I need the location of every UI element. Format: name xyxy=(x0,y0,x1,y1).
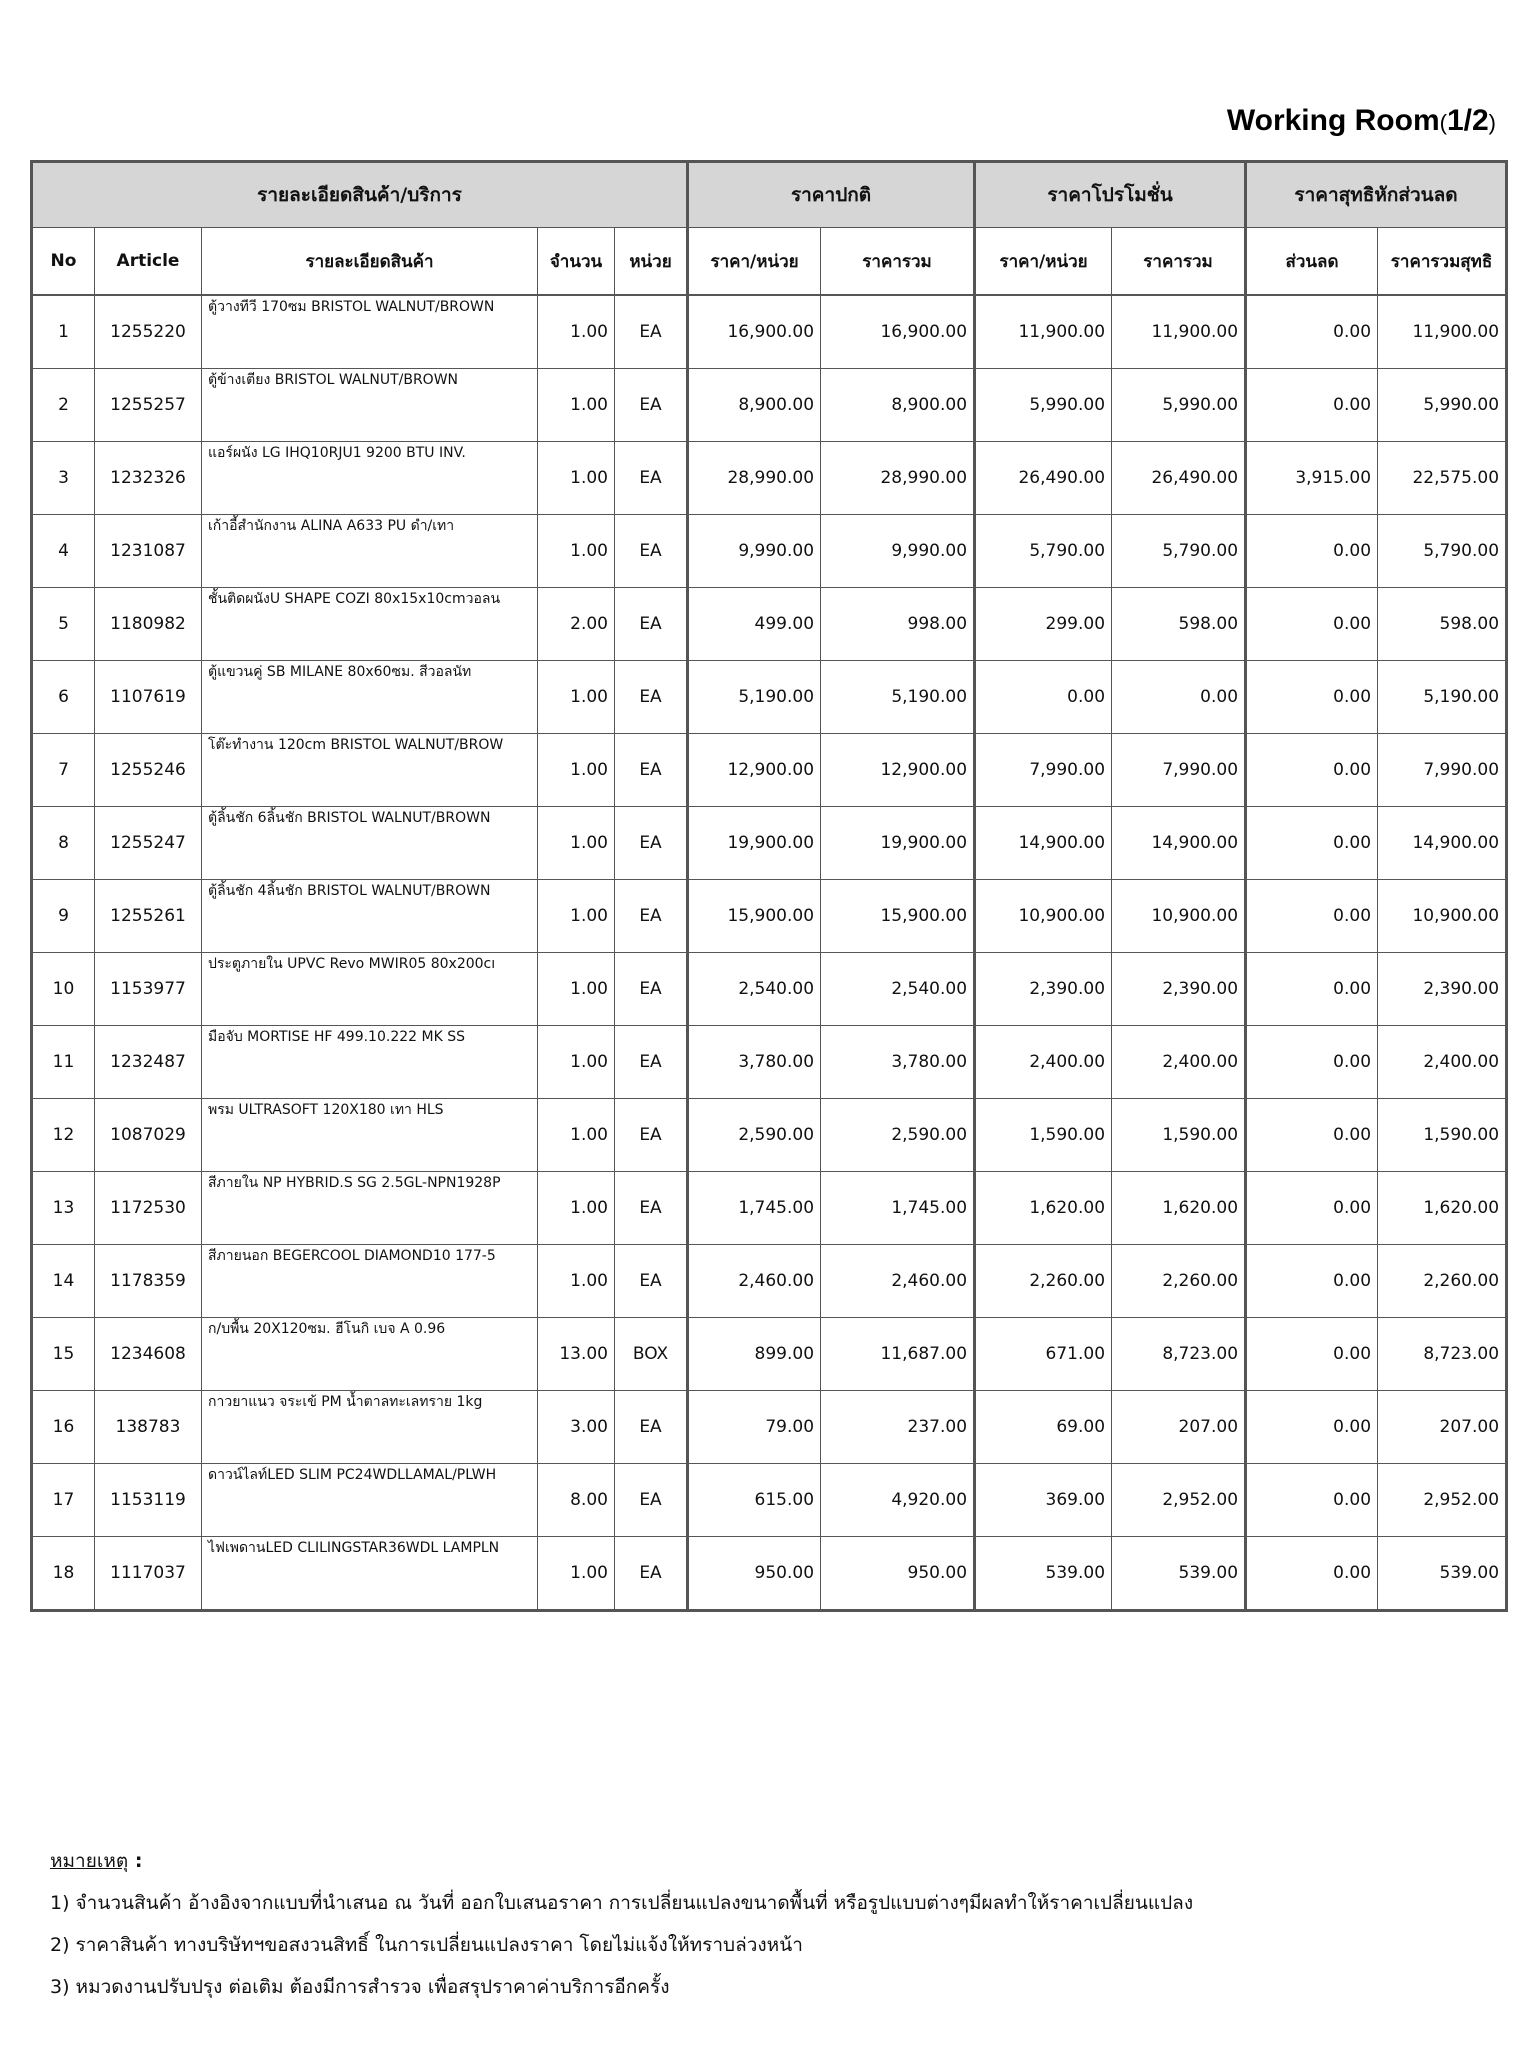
row-promo-unit-price: 369.00 xyxy=(975,1464,1112,1537)
row-qty: 8.00 xyxy=(538,1464,615,1537)
row-qty: 1.00 xyxy=(538,442,615,515)
title-paren-close: ) xyxy=(1488,110,1496,135)
row-no: 4 xyxy=(32,515,95,588)
row-unit: EA xyxy=(615,369,688,442)
row-normal-unit-price: 950.00 xyxy=(688,1537,821,1611)
row-no: 18 xyxy=(32,1537,95,1611)
row-no: 3 xyxy=(32,442,95,515)
row-qty: 1.00 xyxy=(538,1172,615,1245)
col-article: Article xyxy=(95,228,202,296)
title-main: Working Room xyxy=(1226,104,1440,137)
table-row xyxy=(32,515,1507,588)
row-description: ตู้แขวนคู่ SB MILANE 80x60ซม. สีวอลนัท xyxy=(202,661,538,734)
row-promo-unit-price: 1,590.00 xyxy=(975,1099,1112,1172)
row-article: 138783 xyxy=(95,1391,202,1464)
note-item: 2) ราคาสินค้า ทางบริษัทฯขอสงวนสิทธิ์ ในการเปลี่ยนแปลงราคา โดยไม่แจ้งให้ทราบล่วงหน้า xyxy=(50,1934,803,1956)
row-no: 10 xyxy=(32,953,95,1026)
title-page: 1/2 xyxy=(1446,104,1489,137)
row-promo-total: 598.00 xyxy=(1112,588,1246,661)
row-qty: 1.00 xyxy=(538,369,615,442)
table-row xyxy=(32,369,1507,442)
row-promo-total: 1,590.00 xyxy=(1112,1099,1246,1172)
row-normal-unit-price: 2,540.00 xyxy=(688,953,821,1026)
row-unit: EA xyxy=(615,1026,688,1099)
row-normal-unit-price: 5,190.00 xyxy=(688,661,821,734)
row-normal-unit-price: 15,900.00 xyxy=(688,880,821,953)
quotation-table xyxy=(30,160,1508,1612)
row-unit: EA xyxy=(615,295,688,369)
table-row xyxy=(32,442,1507,515)
row-unit: EA xyxy=(615,1172,688,1245)
table-row xyxy=(32,734,1507,807)
row-description: ตู้ข้างเตียง BRISTOL WALNUT/BROWN xyxy=(202,369,538,442)
row-article: 1255257 xyxy=(95,369,202,442)
row-description: แอร์ผนัง LG IHQ10RJU1 9200 BTU INV. xyxy=(202,442,538,515)
row-net-total: 7,990.00 xyxy=(1378,734,1507,807)
row-promo-unit-price: 5,990.00 xyxy=(975,369,1112,442)
row-qty: 1.00 xyxy=(538,1245,615,1318)
row-unit: EA xyxy=(615,1099,688,1172)
row-promo-total: 1,620.00 xyxy=(1112,1172,1246,1245)
row-promo-total: 26,490.00 xyxy=(1112,442,1246,515)
row-article: 1232487 xyxy=(95,1026,202,1099)
col-normal-total: ราคารวม xyxy=(821,228,975,296)
row-promo-total: 2,400.00 xyxy=(1112,1026,1246,1099)
row-normal-total: 16,900.00 xyxy=(821,295,975,369)
row-qty: 1.00 xyxy=(538,1537,615,1611)
row-discount: 0.00 xyxy=(1246,1172,1378,1245)
row-unit: EA xyxy=(615,953,688,1026)
row-qty: 13.00 xyxy=(538,1318,615,1391)
row-normal-total: 2,460.00 xyxy=(821,1245,975,1318)
row-discount: 0.00 xyxy=(1246,1391,1378,1464)
table-row xyxy=(32,1026,1507,1099)
row-description: สีภายนอก BEGERCOOL DIAMOND10 177-5 xyxy=(202,1245,538,1318)
row-no: 16 xyxy=(32,1391,95,1464)
row-normal-total: 3,780.00 xyxy=(821,1026,975,1099)
row-article: 1117037 xyxy=(95,1537,202,1611)
row-normal-unit-price: 2,590.00 xyxy=(688,1099,821,1172)
row-description: ไฟเพดานLED CLILINGSTAR36WDL LAMPLN xyxy=(202,1537,538,1611)
row-promo-total: 2,390.00 xyxy=(1112,953,1246,1026)
col-description: รายละเอียดสินค้า xyxy=(202,228,538,296)
row-no: 6 xyxy=(32,661,95,734)
row-normal-unit-price: 19,900.00 xyxy=(688,807,821,880)
row-normal-unit-price: 615.00 xyxy=(688,1464,821,1537)
row-promo-total: 5,790.00 xyxy=(1112,515,1246,588)
row-unit: EA xyxy=(615,734,688,807)
row-promo-total: 7,990.00 xyxy=(1112,734,1246,807)
row-net-total: 2,260.00 xyxy=(1378,1245,1507,1318)
row-net-total: 207.00 xyxy=(1378,1391,1507,1464)
row-unit: EA xyxy=(615,807,688,880)
row-normal-total: 9,990.00 xyxy=(821,515,975,588)
row-normal-unit-price: 899.00 xyxy=(688,1318,821,1391)
table-row xyxy=(32,1318,1507,1391)
table-row xyxy=(32,1464,1507,1537)
table-row xyxy=(32,1537,1507,1611)
table-body xyxy=(32,295,1507,1611)
row-qty: 1.00 xyxy=(538,661,615,734)
col-unit: หน่วย xyxy=(615,228,688,296)
row-discount: 0.00 xyxy=(1246,953,1378,1026)
row-no: 1 xyxy=(32,295,95,369)
row-description: ประตูภายใน UPVC Revo MWIR05 80x200cı xyxy=(202,953,538,1026)
row-description: มือจับ MORTISE HF 499.10.222 MK SS xyxy=(202,1026,538,1099)
group-normal-price: ราคาปกติ xyxy=(688,162,975,228)
row-no: 2 xyxy=(32,369,95,442)
row-promo-total: 8,723.00 xyxy=(1112,1318,1246,1391)
row-qty: 1.00 xyxy=(538,515,615,588)
table-row xyxy=(32,807,1507,880)
row-discount: 0.00 xyxy=(1246,1245,1378,1318)
row-net-total: 2,390.00 xyxy=(1378,953,1507,1026)
row-discount: 0.00 xyxy=(1246,295,1378,369)
row-normal-total: 5,190.00 xyxy=(821,661,975,734)
table-row xyxy=(32,1391,1507,1464)
col-normal-unit-price: ราคา/หน่วย xyxy=(688,228,821,296)
row-normal-unit-price: 79.00 xyxy=(688,1391,821,1464)
row-normal-total: 950.00 xyxy=(821,1537,975,1611)
row-article: 1255247 xyxy=(95,807,202,880)
row-no: 12 xyxy=(32,1099,95,1172)
row-net-total: 1,620.00 xyxy=(1378,1172,1507,1245)
row-net-total: 598.00 xyxy=(1378,588,1507,661)
row-no: 8 xyxy=(32,807,95,880)
row-discount: 0.00 xyxy=(1246,734,1378,807)
row-no: 5 xyxy=(32,588,95,661)
row-normal-total: 237.00 xyxy=(821,1391,975,1464)
row-normal-unit-price: 28,990.00 xyxy=(688,442,821,515)
table-row xyxy=(32,1099,1507,1172)
group-header-row xyxy=(32,162,1507,228)
row-promo-total: 11,900.00 xyxy=(1112,295,1246,369)
row-net-total: 22,575.00 xyxy=(1378,442,1507,515)
group-promo-price: ราคาโปรโมชั่น xyxy=(975,162,1246,228)
row-article: 1232326 xyxy=(95,442,202,515)
row-normal-total: 998.00 xyxy=(821,588,975,661)
row-description: เก้าอี้สำนักงาน ALINA A633 PU ดำ/เทา xyxy=(202,515,538,588)
row-normal-unit-price: 16,900.00 xyxy=(688,295,821,369)
row-net-total: 10,900.00 xyxy=(1378,880,1507,953)
row-normal-total: 2,540.00 xyxy=(821,953,975,1026)
row-qty: 1.00 xyxy=(538,953,615,1026)
row-qty: 1.00 xyxy=(538,1026,615,1099)
row-discount: 0.00 xyxy=(1246,1464,1378,1537)
row-unit: EA xyxy=(615,1245,688,1318)
row-net-total: 2,952.00 xyxy=(1378,1464,1507,1537)
row-promo-unit-price: 2,260.00 xyxy=(975,1245,1112,1318)
row-unit: EA xyxy=(615,442,688,515)
row-discount: 0.00 xyxy=(1246,588,1378,661)
row-promo-unit-price: 14,900.00 xyxy=(975,807,1112,880)
table-row xyxy=(32,588,1507,661)
page-title xyxy=(1227,104,1496,138)
row-qty: 1.00 xyxy=(538,880,615,953)
row-promo-total: 2,952.00 xyxy=(1112,1464,1246,1537)
row-description: ดาวน์ไลท์LED SLIM PC24WDLLAMAL/PLWH xyxy=(202,1464,538,1537)
row-description: ชั้นติดผนังU SHAPE COZI 80x15x10cmวอลน xyxy=(202,588,538,661)
row-article: 1087029 xyxy=(95,1099,202,1172)
row-promo-unit-price: 671.00 xyxy=(975,1318,1112,1391)
row-promo-unit-price: 69.00 xyxy=(975,1391,1112,1464)
row-promo-total: 10,900.00 xyxy=(1112,880,1246,953)
row-qty: 3.00 xyxy=(538,1391,615,1464)
row-normal-total: 1,745.00 xyxy=(821,1172,975,1245)
table-row xyxy=(32,953,1507,1026)
row-description: ตู้วางทีวี 170ซม BRISTOL WALNUT/BROWN xyxy=(202,295,538,369)
row-discount: 0.00 xyxy=(1246,1537,1378,1611)
notes-heading: หมายเหตุ xyxy=(50,1850,129,1872)
row-normal-unit-price: 499.00 xyxy=(688,588,821,661)
row-promo-unit-price: 2,390.00 xyxy=(975,953,1112,1026)
row-promo-unit-price: 26,490.00 xyxy=(975,442,1112,515)
row-discount: 0.00 xyxy=(1246,880,1378,953)
row-promo-unit-price: 7,990.00 xyxy=(975,734,1112,807)
row-no: 13 xyxy=(32,1172,95,1245)
notes-heading-colon: : xyxy=(128,1850,143,1872)
row-unit: BOX xyxy=(615,1318,688,1391)
row-article: 1180982 xyxy=(95,588,202,661)
row-normal-unit-price: 2,460.00 xyxy=(688,1245,821,1318)
row-net-total: 8,723.00 xyxy=(1378,1318,1507,1391)
row-no: 14 xyxy=(32,1245,95,1318)
row-description: ตู้ลิ้นชัก 4ลิ้นชัก BRISTOL WALNUT/BROWN xyxy=(202,880,538,953)
row-normal-total: 8,900.00 xyxy=(821,369,975,442)
row-net-total: 5,190.00 xyxy=(1378,661,1507,734)
table-row xyxy=(32,661,1507,734)
row-promo-total: 14,900.00 xyxy=(1112,807,1246,880)
col-discount: ส่วนลด xyxy=(1246,228,1378,296)
row-promo-unit-price: 5,790.00 xyxy=(975,515,1112,588)
row-normal-unit-price: 3,780.00 xyxy=(688,1026,821,1099)
row-normal-total: 15,900.00 xyxy=(821,880,975,953)
table-row xyxy=(32,1245,1507,1318)
row-normal-total: 2,590.00 xyxy=(821,1099,975,1172)
row-qty: 2.00 xyxy=(538,588,615,661)
row-normal-unit-price: 12,900.00 xyxy=(688,734,821,807)
row-promo-unit-price: 11,900.00 xyxy=(975,295,1112,369)
row-discount: 0.00 xyxy=(1246,369,1378,442)
row-discount: 3,915.00 xyxy=(1246,442,1378,515)
row-no: 15 xyxy=(32,1318,95,1391)
row-unit: EA xyxy=(615,880,688,953)
row-normal-unit-price: 8,900.00 xyxy=(688,369,821,442)
row-promo-total: 2,260.00 xyxy=(1112,1245,1246,1318)
row-description: พรม ULTRASOFT 120X180 เทา HLS xyxy=(202,1099,538,1172)
row-article: 1255246 xyxy=(95,734,202,807)
row-unit: EA xyxy=(615,1464,688,1537)
row-qty: 1.00 xyxy=(538,807,615,880)
row-promo-unit-price: 1,620.00 xyxy=(975,1172,1112,1245)
note-item: 3) หมวดงานปรับปรุง ต่อเติม ต้องมีการสำรวจ เพื่อสรุปราคาค่าบริการอีกครั้ง xyxy=(50,1976,670,1998)
row-normal-total: 28,990.00 xyxy=(821,442,975,515)
row-normal-total: 4,920.00 xyxy=(821,1464,975,1537)
row-discount: 0.00 xyxy=(1246,807,1378,880)
row-net-total: 5,790.00 xyxy=(1378,515,1507,588)
row-unit: EA xyxy=(615,515,688,588)
row-net-total: 1,590.00 xyxy=(1378,1099,1507,1172)
row-article: 1178359 xyxy=(95,1245,202,1318)
row-promo-unit-price: 10,900.00 xyxy=(975,880,1112,953)
row-description: ก/บพื้น 20X120ซม. ฮีโนกิ เบจ A 0.96 xyxy=(202,1318,538,1391)
row-unit: EA xyxy=(615,661,688,734)
row-discount: 0.00 xyxy=(1246,515,1378,588)
row-description: สีภายใน NP HYBRID.S SG 2.5GL-NPN1928P xyxy=(202,1172,538,1245)
col-net-total: ราคารวมสุทธิ xyxy=(1378,228,1507,296)
row-discount: 0.00 xyxy=(1246,1318,1378,1391)
row-article: 1234608 xyxy=(95,1318,202,1391)
row-description: ตู้ลิ้นชัก 6ลิ้นชัก BRISTOL WALNUT/BROWN xyxy=(202,807,538,880)
row-discount: 0.00 xyxy=(1246,1026,1378,1099)
row-qty: 1.00 xyxy=(538,295,615,369)
row-article: 1172530 xyxy=(95,1172,202,1245)
row-normal-total: 11,687.00 xyxy=(821,1318,975,1391)
row-net-total: 11,900.00 xyxy=(1378,295,1507,369)
row-net-total: 14,900.00 xyxy=(1378,807,1507,880)
row-promo-unit-price: 0.00 xyxy=(975,661,1112,734)
row-article: 1255220 xyxy=(95,295,202,369)
row-net-total: 2,400.00 xyxy=(1378,1026,1507,1099)
row-normal-total: 19,900.00 xyxy=(821,807,975,880)
col-qty: จำนวน xyxy=(538,228,615,296)
row-article: 1153977 xyxy=(95,953,202,1026)
row-article: 1255261 xyxy=(95,880,202,953)
row-promo-unit-price: 2,400.00 xyxy=(975,1026,1112,1099)
group-details: รายละเอียดสินค้า/บริการ xyxy=(32,162,688,228)
row-unit: EA xyxy=(615,1391,688,1464)
note-item: 1) จำนวนสินค้า อ้างอิงจากแบบที่นำเสนอ ณ วันที่ ออกใบเสนอราคา การเปลี่ยนแปลงขนาดพื้นที่ หรือรูปแบบต่างๆมีผลทำให้ราคาเปลี่ยนแปลง xyxy=(50,1892,1194,1914)
row-discount: 0.00 xyxy=(1246,661,1378,734)
row-discount: 0.00 xyxy=(1246,1099,1378,1172)
row-promo-total: 207.00 xyxy=(1112,1391,1246,1464)
col-no: No xyxy=(32,228,95,296)
row-description: โต๊ะทำงาน 120cm BRISTOL WALNUT/BROW xyxy=(202,734,538,807)
row-promo-unit-price: 539.00 xyxy=(975,1537,1112,1611)
row-promo-total: 539.00 xyxy=(1112,1537,1246,1611)
row-promo-total: 5,990.00 xyxy=(1112,369,1246,442)
row-no: 17 xyxy=(32,1464,95,1537)
row-net-total: 539.00 xyxy=(1378,1537,1507,1611)
table-row xyxy=(32,1172,1507,1245)
row-qty: 1.00 xyxy=(538,734,615,807)
table-row xyxy=(32,295,1507,369)
row-article: 1153119 xyxy=(95,1464,202,1537)
row-net-total: 5,990.00 xyxy=(1378,369,1507,442)
row-normal-unit-price: 1,745.00 xyxy=(688,1172,821,1245)
row-unit: EA xyxy=(615,1537,688,1611)
row-no: 11 xyxy=(32,1026,95,1099)
group-net-price: ราคาสุทธิหักส่วนลด xyxy=(1246,162,1507,228)
row-qty: 1.00 xyxy=(538,1099,615,1172)
row-article: 1107619 xyxy=(95,661,202,734)
row-promo-unit-price: 299.00 xyxy=(975,588,1112,661)
row-no: 9 xyxy=(32,880,95,953)
row-no: 7 xyxy=(32,734,95,807)
table-row xyxy=(32,880,1507,953)
notes-section xyxy=(50,1840,1490,2008)
row-description: กาวยาแนว จระเข้ PM น้ำตาลทะเลทราย 1kg xyxy=(202,1391,538,1464)
row-article: 1231087 xyxy=(95,515,202,588)
column-header-row xyxy=(32,228,1507,296)
row-normal-total: 12,900.00 xyxy=(821,734,975,807)
col-promo-unit-price: ราคา/หน่วย xyxy=(975,228,1112,296)
row-promo-total: 0.00 xyxy=(1112,661,1246,734)
col-promo-total: ราคารวม xyxy=(1112,228,1246,296)
row-unit: EA xyxy=(615,588,688,661)
title-paren-open: ( xyxy=(1439,110,1447,135)
row-normal-unit-price: 9,990.00 xyxy=(688,515,821,588)
